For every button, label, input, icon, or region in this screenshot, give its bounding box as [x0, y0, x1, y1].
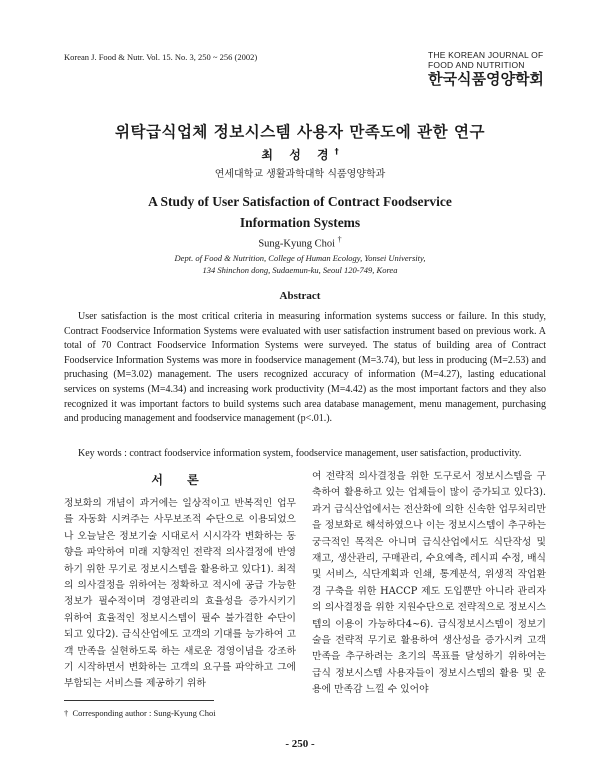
abstract-body: User satisfaction is the most critical criteria in measuring information systems success or failure. In this study, Contract Foodservice Information Systems were evaluated with user satisfaction instrument based on previous work. A total of 70 Contract Foodservice Information Systems were surveyed. The status of building area of Contract Foodservice Information Systems was more in foodservice management (M=3.74), but less in producing (M=2.53) and pruchasing (M=3.02) management. The users recognized accuracy of information (M=4.27), lasting educational services on systems (M=4.34) and increasing work productivity (M=4.42) as the most important factors and they also recognized it was important factors to build systems such area database management, menu management, purchasing and producing management and foodservice management (p<.01.). [64, 311, 546, 425]
abstract-heading: Abstract [279, 290, 321, 302]
author-korean-name: 최 성 경 [261, 148, 335, 162]
page-number: - 250 - [285, 738, 315, 750]
section-heading-introduction: 서 론 [151, 473, 209, 487]
author-english-name: Sung-Kyung Choi [258, 238, 336, 250]
affiliation-english [0, 252, 600, 276]
footnote [64, 708, 216, 718]
affiliation-english-line2: 134 Shinchon dong, Sudaemun-ku, Seoul 120-749, Korea [202, 265, 398, 275]
paper-title-korean: 위탁급식업체 정보시스템 사용자 만족도에 관한 연구 [115, 123, 485, 141]
journal-name-line2: FOOD AND NUTRITION [428, 60, 525, 70]
journal-name-korean: 한국식품영양학회 [428, 70, 544, 88]
intro-right-column: 여 전략적 의사결정을 위한 도구로서 정보시스템을 구축하여 활용하고 있는 업체들이 많이 증가되고 있다3). 과거 급식산업에서는 전산화에 의한 신속한 업무처리만을 정보화로 해석하였으나 이는 정보시스템이 추구하는 궁극적인 목적은 아니며 급식산업에서도 식단작성 및 재고, 생산관리, 구매관리, 수요예측, 레시피 수정, 배식 및 서비스, 식단계획과 인쇄, 통계분석, 위생적 작업환경 구축을 위한 HACCP 제도 도입뿐만 아니라 관리자의 의사결정을 위한 지원수단으로 전략적으로 정보시스템의 이용이 가능하다4~6). 급식정보시스템이 정보기술을 전략적 무기로 활용하여 생산성을 증가시켜 고객만족을 추구하려는 초기의 목표를 달성하기 위하여는 급식 정보시스템 사용자들이 정보시스템의 활용 및 운용에 만족감 느낄 수 있어야 [312, 471, 546, 696]
corresponding-mark-english: † [337, 235, 342, 244]
affiliation-korean: 연세대학교 생활과학대학 식품영양학과 [214, 169, 386, 180]
corresponding-mark: † [334, 147, 339, 156]
paper-title-english-line2: Information Systems [239, 215, 361, 230]
keywords: Key words : contract foodservice information system, foodservice management, user satisfaction, productivity. [78, 448, 522, 459]
affiliation-english-line1: Dept. of Food & Nutrition, College of Human Ecology, Yonsei University, [174, 253, 426, 263]
paper-title-english [0, 191, 600, 233]
journal-logo [428, 50, 548, 88]
author-korean [0, 146, 600, 163]
footnote-mark: † [64, 708, 69, 718]
intro-left-column: 정보화의 개념이 과거에는 일상적이고 반복적인 업무를 자동화 시켜주는 사무보조적 수단으로 이용되었으나 오늘날은 정보기술 시대로서 시시각각 변화하는 동향을 파악하여 미래 지향적인 전략적 의사결정에 반영하기 위한 무기로 정보시스템을 활용하고 있다1). 최적의 의사결정을 위하여는 정확하고 적시에 공급 가능한 정보가 필수적이며 경영관리의 효율성을 증가시키기 위하여 효율적인 정보시스템이 필수 불가결한 수단이 되고 있다2). 급식산업에도 고객의 기대를 능가하여 고객 만족을 실현하도록 하는 새로운 경영이념을 강조하기 시작하면서 변화하는 고객의 요구를 파악하고 그에 부합되는 서비스를 제공하기 위하 [64, 498, 296, 690]
author-english [0, 235, 600, 250]
paper-title-english-line1: A Study of User Satisfaction of Contract Foodservice [148, 194, 452, 209]
journal-name-line1: THE KOREAN JOURNAL OF [428, 50, 544, 60]
footnote-text: Corresponding author : Sung-Kyung Choi [72, 708, 216, 718]
journal-citation: Korean J. Food & Nutr. Vol. 15. No. 3, 250 ~ 256 (2002) [64, 52, 258, 62]
footnote-rule [64, 700, 214, 701]
